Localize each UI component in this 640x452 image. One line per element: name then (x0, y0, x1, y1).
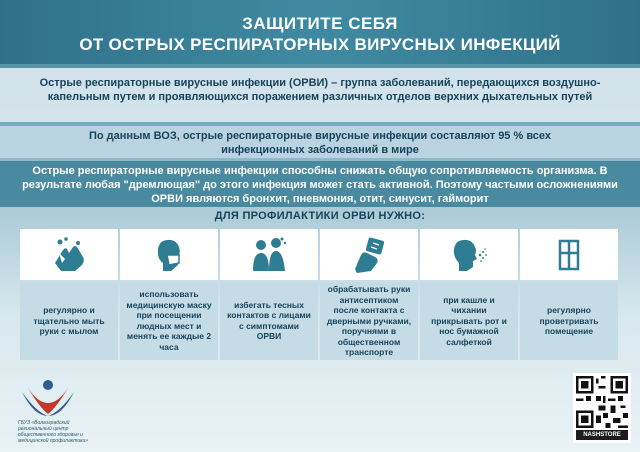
prevention-item-text: избегать тесных контактов с лицами с симптомами ОРВИ (220, 282, 318, 360)
who-statistic-text: По данным ВОЗ, острые респираторные вирусные инфекции составляют 95 % всех инфекционных заболеваний в мире (0, 126, 640, 158)
prevention-heading: ДЛЯ ПРОФИЛАКТИКИ ОРВИ НУЖНО: (214, 210, 426, 222)
cough-sneeze-icon (420, 229, 518, 280)
prevention-item-ventilate (520, 229, 618, 360)
header-banner (0, 0, 640, 64)
prevention-item-avoid-contact (220, 229, 318, 360)
prevention-item-cough (420, 229, 518, 360)
page-title-line1: ЗАЩИТИТЕ СЕБЯ (242, 14, 398, 33)
prevention-item-text: регулярно и тщательно мыть руки с мылом (20, 282, 118, 360)
prevention-item-text: использовать медицинскую маску при посещении людных мест и менять ее каждые 2 часа (120, 282, 218, 360)
sick-contact-icon (220, 229, 318, 280)
prevention-item-sanitizer (320, 229, 418, 360)
prevention-item-text: при кашле и чихании прикрывать рот и нос бумажной салфеткой (420, 282, 518, 360)
prevention-item-text: обрабатывать руки антисептиком после контакта с дверными ручками, поручнями в общественном транспорте (320, 282, 418, 360)
qr-brand-label: NASHSTORE (576, 430, 628, 440)
face-mask-icon (120, 229, 218, 280)
qr-code[interactable] (573, 373, 631, 443)
organization-logo (18, 378, 118, 448)
definition-text: Острые респираторные вирусные инфекции (ОРВИ) – группа заболеваний, передающихся воздушно-капельным путем и проявляющихся поражением различных отделов верхних дыхательных путей (0, 68, 640, 122)
sanitizer-wipe-icon (320, 229, 418, 280)
hand-washing-icon (20, 229, 118, 280)
organization-name: ГБУЗ «Волгоградский региональный центр общественного здоровья и медицинской профилактики» (18, 420, 89, 444)
prevention-grid (20, 229, 618, 357)
complications-text: Острые респираторные вирусные инфекции способны снижать общую сопротивляемость организма. В результате любая "дремлющая" до этого инфекция может стать активной. Поэтому частыми осложнениями ОРВИ являются бронхит, пневмония, отит, синусит, гайморит (0, 161, 640, 207)
organization-emblem-icon (18, 378, 78, 418)
window-icon (520, 229, 618, 280)
prevention-item-mask (120, 229, 218, 360)
qr-code-icon (576, 376, 628, 428)
prevention-item-handwash (20, 229, 118, 360)
page-title-line2: ОТ ОСТРЫХ РЕСПИРАТОРНЫХ ВИРУСНЫХ ИНФЕКЦИЙ (79, 35, 561, 54)
prevention-item-text: регулярно проветривать помещение (520, 282, 618, 360)
